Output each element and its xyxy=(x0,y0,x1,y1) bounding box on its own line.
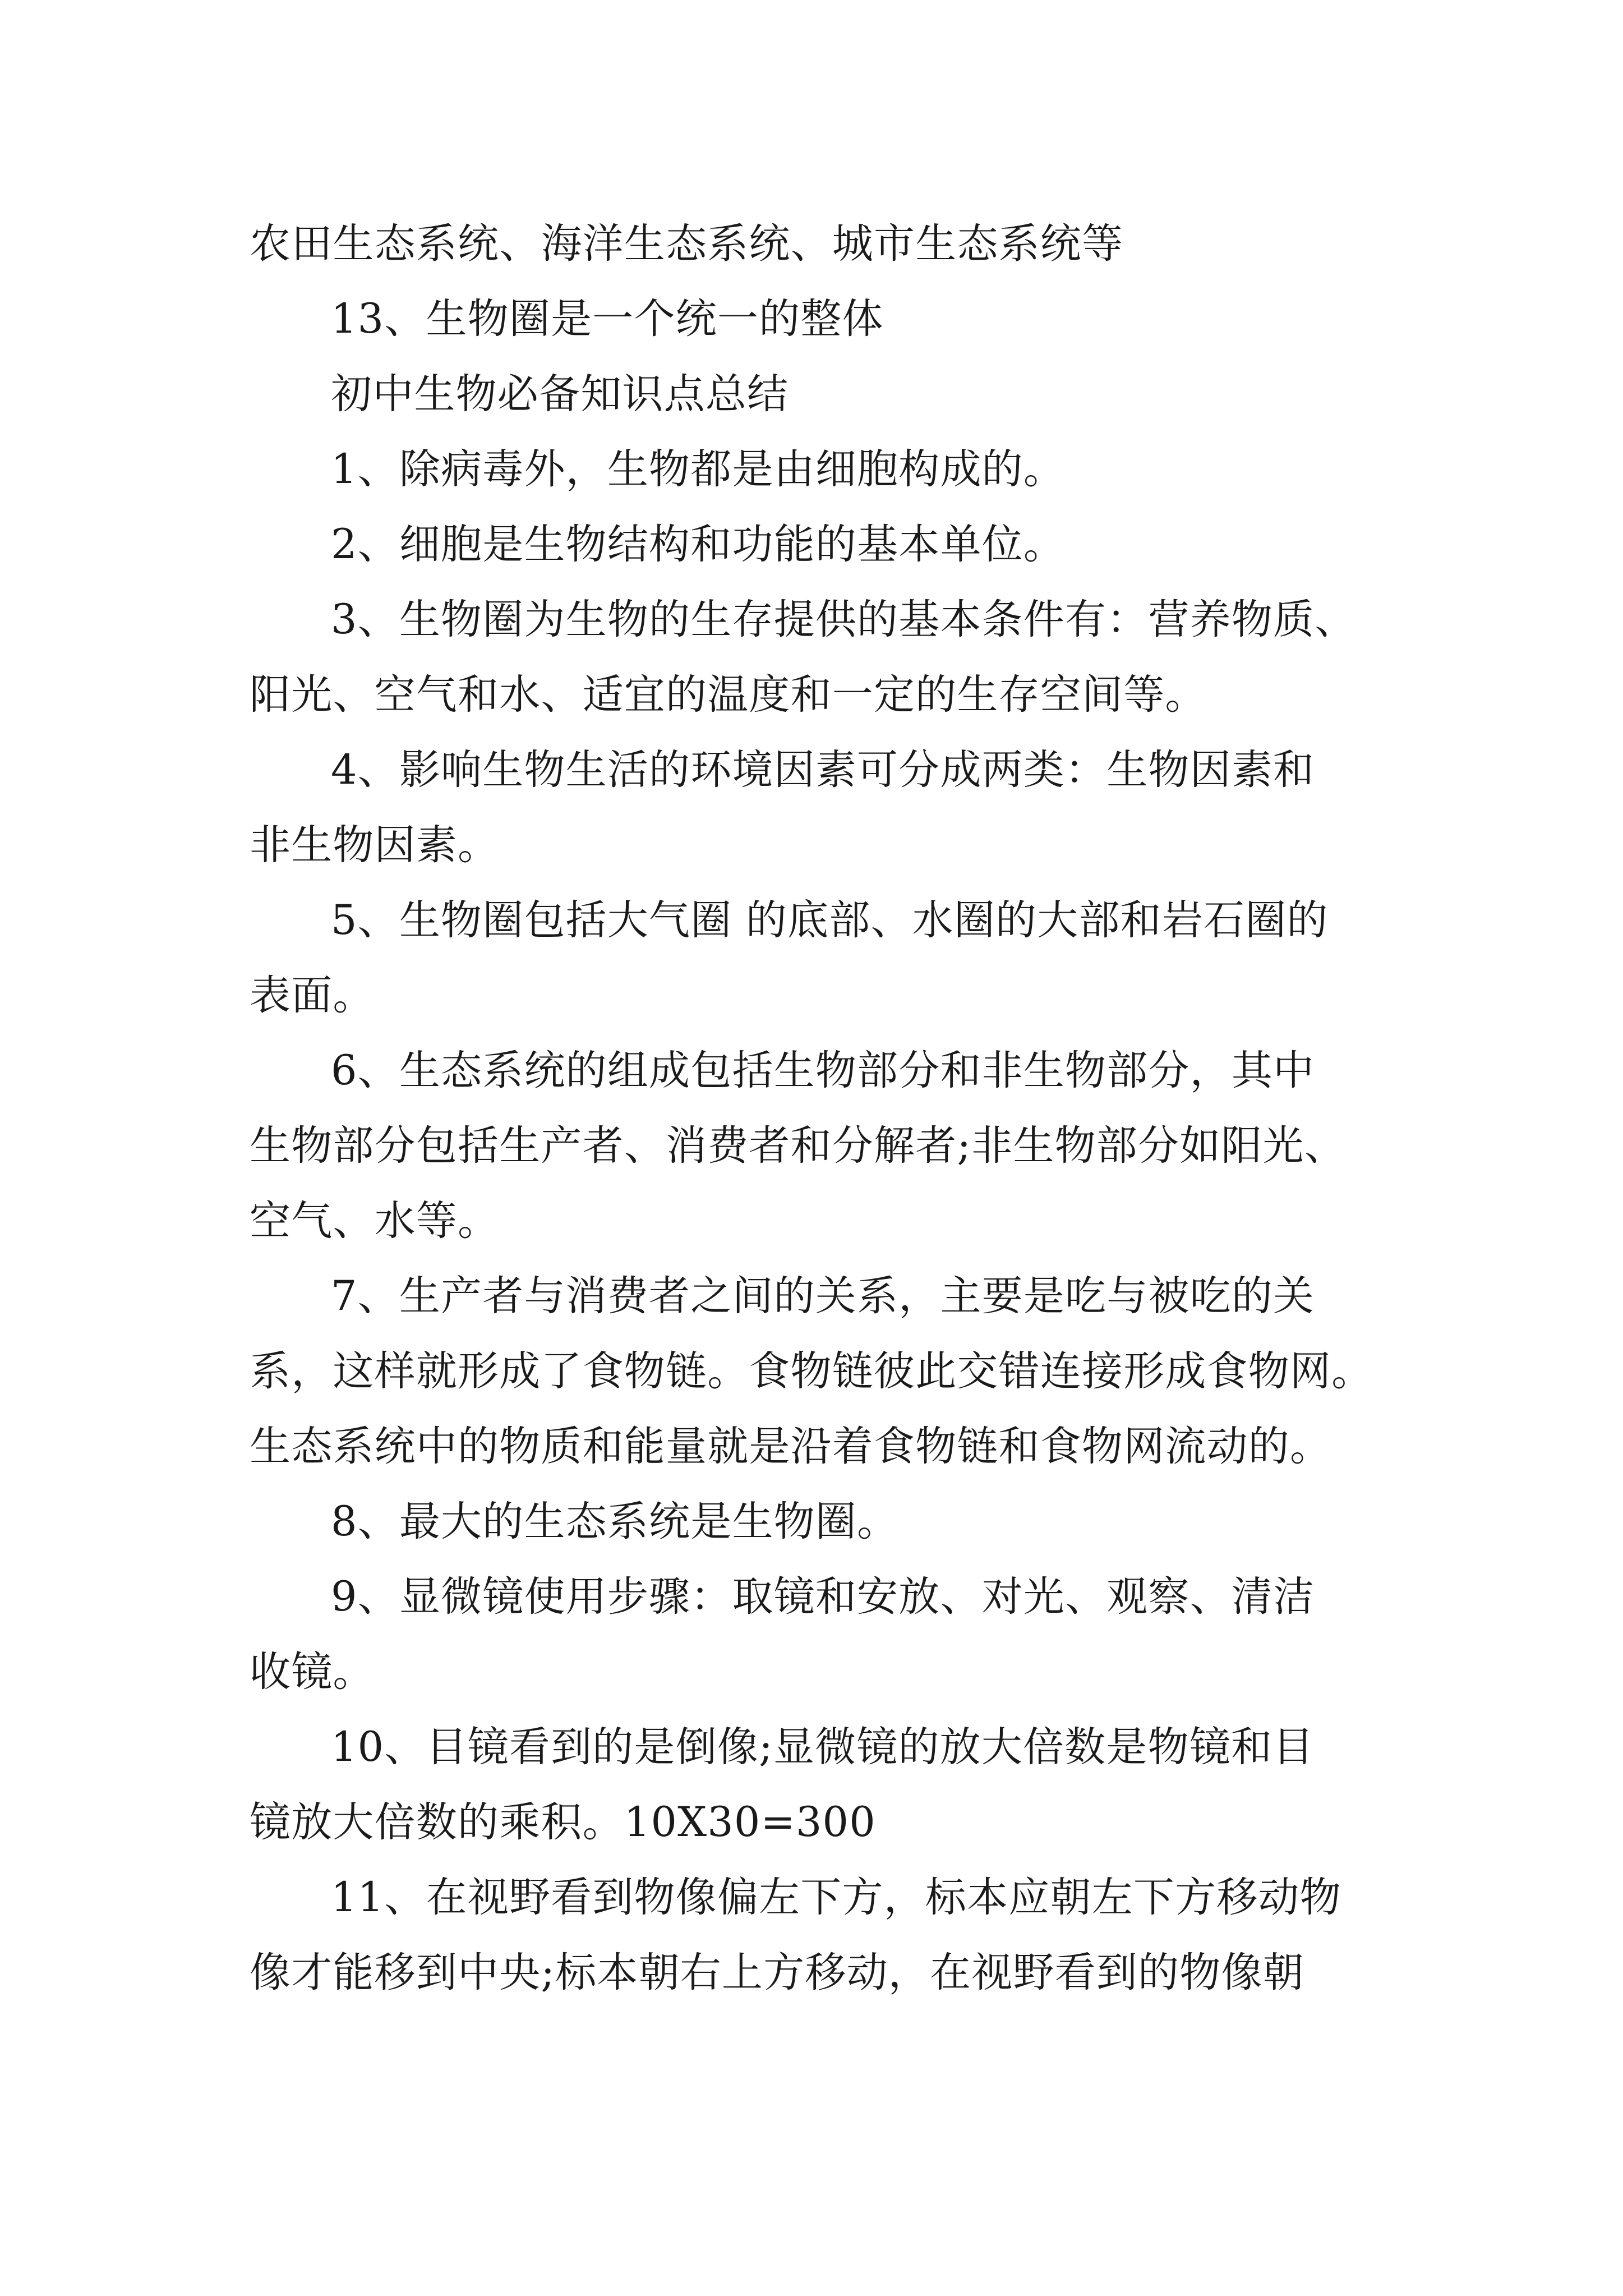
text-line: 收镜。 xyxy=(250,1648,375,1696)
text-line: 11、在视野看到物像偏左下方，标本应朝左下方移动物 xyxy=(331,1874,1341,1921)
text-line: 阳光、空气和水、适宜的温度和一定的生存空间等。 xyxy=(250,671,1207,719)
text-line: 9、显微镜使用步骤：取镜和安放、对光、观察、清洁 xyxy=(331,1573,1315,1621)
text-line: 8、最大的生态系统是生物圈。 xyxy=(331,1498,899,1545)
text-line: 13、生物圈是一个统一的整体 xyxy=(331,295,884,343)
text-line: 像才能移到中央;标本朝右上方移动，在视野看到的物像朝 xyxy=(250,1949,1304,1996)
text-line: 生物部分包括生产者、消费者和分解者;非生物部分如阳光、 xyxy=(250,1122,1346,1170)
text-line: 非生物因素。 xyxy=(250,821,500,869)
text-line: 4、影响生物生活的环境因素可分成两类：生物因素和 xyxy=(331,746,1315,794)
text-line: 7、生产者与消费者之间的关系，主要是吃与被吃的关 xyxy=(331,1272,1315,1320)
text-line: 6、生态系统的组成包括生物部分和非生物部分，其中 xyxy=(331,1047,1315,1094)
text-line: 10、目镜看到的是倒像;显微镜的放大倍数是物镜和目 xyxy=(331,1723,1315,1771)
text-line: 表面。 xyxy=(250,972,375,1019)
text-line: 生态系统中的物质和能量就是沿着食物链和食物网流动的。 xyxy=(250,1423,1332,1470)
text-line: 3、生物圈为生物的生存提供的基本条件有：营养物质、 xyxy=(331,596,1357,643)
text-line: 5、生物圈包括大气圈 的底部、水圈的大部和岩石圈的 xyxy=(331,896,1329,944)
text-line: 初中生物必备知识点总结 xyxy=(331,370,789,418)
text-line: 系，这样就形成了食物链。食物链彼此交错连接形成食物网。 xyxy=(250,1347,1373,1395)
text-line: 农田生态系统、海洋生态系统、城市生态系统等 xyxy=(250,220,1124,268)
text-line: 2、细胞是生物结构和功能的基本单位。 xyxy=(331,521,1066,568)
text-line: 空气、水等。 xyxy=(250,1197,500,1245)
text-line: 镜放大倍数的乘积。10X30=300 xyxy=(250,1798,876,1846)
text-line: 1、除病毒外，生物都是由细胞构成的。 xyxy=(331,445,1066,493)
